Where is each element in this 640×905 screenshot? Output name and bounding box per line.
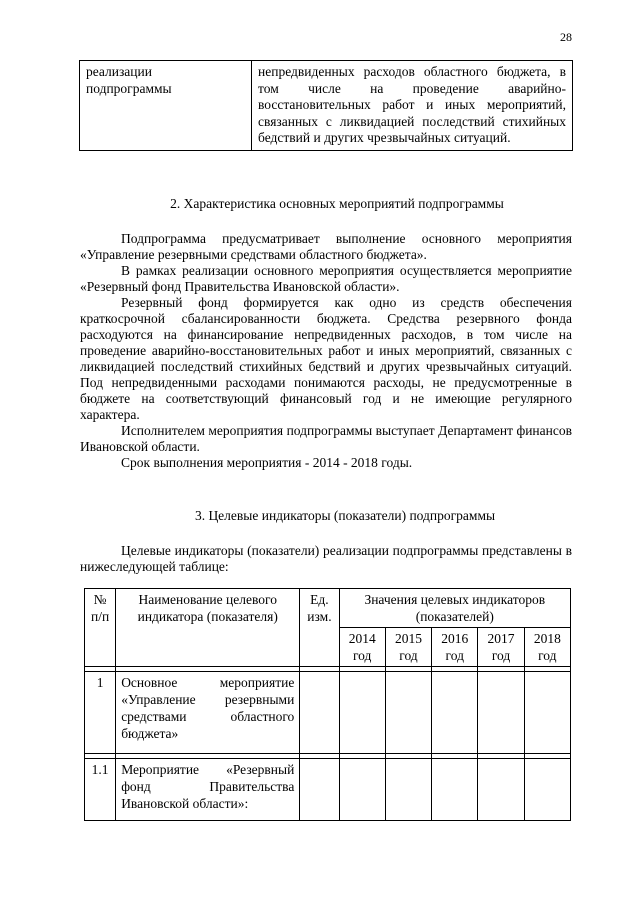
header-year: 2015 год [385,628,431,667]
row-unit [300,672,339,754]
row-value [524,759,570,821]
continuation-label-line-1: реализации [86,64,152,79]
header-unit: Ед. изм. [300,589,339,667]
row-name: Мероприятие «Резервный фонд Правительства Ивановской области»: [116,759,300,821]
continuation-label-line-2: подпрограммы [86,80,172,96]
table-row [85,759,571,821]
continuation-label-cell [80,61,252,151]
continuation-text-cell: непредвиденных расходов областного бюджета, в том числе на проведение аварийно-восстановительных работ и иных мероприятий, связанных с ликвидацией последствий стихийных бедствий и других чрезвычайных ситуаций. [252,61,573,151]
page-number: 28 [560,30,572,44]
row-value [432,759,478,821]
header-year: 2016 год [432,628,478,667]
section-3-heading: 3. Целевые индикаторы (показатели) подпрограммы [194,508,496,523]
section-2-body [80,231,572,471]
paragraph: Исполнителем мероприятия подпрограммы выступает Департамент финансов Ивановской области. [80,423,572,454]
paragraph: В рамках реализации основного мероприятия осуществляется мероприятие «Резервный фонд Правительства Ивановской области». [80,263,572,294]
row-name: Основное мероприятие «Управление резервными средствами областного бюджета» [116,672,300,754]
header-year: 2014 год [339,628,385,667]
paragraph: Подпрограмма предусматривает выполнение основного мероприятия «Управление резервными средствами областного бюджета». [80,231,572,262]
section-2-heading: 2. Характеристика основных мероприятий подпрограммы [170,196,504,211]
paragraph: Срок выполнения мероприятия - 2014 - 2018 годы. [121,455,413,470]
row-unit [300,759,339,821]
paragraph: Целевые индикаторы (показатели) реализации подпрограммы представлены в нижеследующей таблице: [80,543,572,574]
table-row [85,672,571,754]
section-3-body [80,543,572,575]
row-value [339,759,385,821]
header-name: Наименование целевого индикатора (показателя) [116,589,300,667]
indicator-table [84,588,571,821]
header-year: 2018 год [524,628,570,667]
row-value [385,672,431,754]
row-value [478,759,524,821]
paragraph: Резервный фонд формируется как одно из средств обеспечения краткосрочной сбалансированности бюджета. Средства резервного фонда расходуются на финансирование непредвиденных расходов, в том числе на проведение аварийно-восстановительных работ и иных мероприятий, связанных с ликвидацией последствий стихийных бедствий и других чрезвычайных ситуаций. Под непредвиденными расходами понимаются расходы, не предусмотренные в бюджете на соответствующий финансовый год и не имеющие регулярного характера. [80,295,572,422]
table-header-row [85,589,571,628]
header-year: 2017 год [478,628,524,667]
continuation-table [79,60,573,151]
row-num: 1 [85,672,116,754]
row-num: 1.1 [85,759,116,821]
row-value [432,672,478,754]
row-value [478,672,524,754]
header-values: Значения целевых индикаторов (показателей) [339,589,570,628]
row-value [339,672,385,754]
header-num: № п/п [85,589,116,667]
row-value [524,672,570,754]
row-value [385,759,431,821]
